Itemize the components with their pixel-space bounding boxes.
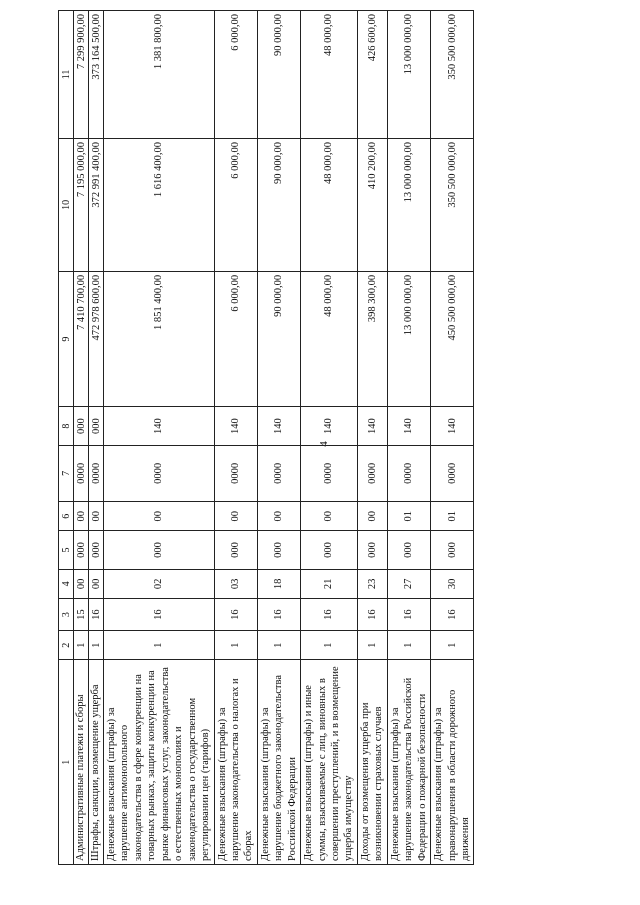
column-header-4: 4 [59, 569, 74, 598]
code-8: 140 [431, 407, 474, 445]
value-col-11: 1 381 800,00 [104, 11, 215, 139]
code-7: 0000 [89, 445, 104, 501]
code-4: 18 [257, 569, 300, 598]
table-row [74, 11, 89, 865]
value-col-10: 350 500 000,00 [431, 138, 474, 271]
value-col-10: 410 200,00 [357, 138, 387, 271]
column-header-2: 2 [59, 631, 74, 660]
code-6: 00 [257, 501, 300, 530]
value-col-10: 372 991 400,00 [89, 138, 104, 271]
header-row [59, 11, 74, 865]
code-4: 00 [89, 569, 104, 598]
code-3: 16 [387, 599, 430, 631]
code-7: 0000 [387, 445, 430, 501]
code-4: 02 [104, 569, 215, 598]
table-row [257, 11, 300, 865]
value-col-9: 7 410 700,00 [74, 271, 89, 407]
code-8: 140 [357, 407, 387, 445]
value-col-9: 90 000,00 [257, 271, 300, 407]
code-8: 140 [257, 407, 300, 445]
rotated-page-area [58, 10, 498, 865]
code-4: 30 [431, 569, 474, 598]
row-name: Денежные взыскания (штрафы) за нарушение бюджетного законодательства Российской Федерации [257, 660, 300, 865]
value-col-9: 13 000 000,00 [387, 271, 430, 407]
value-col-10: 6 000,00 [214, 138, 257, 271]
column-header-9: 9 [59, 271, 74, 407]
row-name: Денежные взыскания (штрафы) за нарушение законодательства Российской Федерации о пожарной безопасности [387, 660, 430, 865]
code-5: 000 [301, 531, 358, 569]
value-col-11: 426 600,00 [357, 11, 387, 139]
value-col-9: 398 300,00 [357, 271, 387, 407]
column-header-6: 6 [59, 501, 74, 530]
value-col-9: 450 500 000,00 [431, 271, 474, 407]
code-5: 000 [214, 531, 257, 569]
code-5: 000 [257, 531, 300, 569]
code-2: 1 [214, 631, 257, 660]
row-name: Штрафы, санкции, возмещение ущерба [89, 660, 104, 865]
code-2: 1 [257, 631, 300, 660]
column-header-1: 1 [59, 660, 74, 865]
value-col-9: 48 000,00 [301, 271, 358, 407]
code-2: 1 [431, 631, 474, 660]
row-name: Доходы от возмещения ущерба при возникновении страховых случаев [357, 660, 387, 865]
code-8: 140 [301, 407, 358, 445]
code-2: 1 [104, 631, 215, 660]
row-name: Денежные взыскания (штрафы) и иные суммы, взыскиваемые с лиц, виновных в совершении преступлений, и в возмещение ущерба имуществу [301, 660, 358, 865]
row-name: Административные платежи и сборы [74, 660, 89, 865]
code-5: 000 [74, 531, 89, 569]
table-row [89, 11, 104, 865]
code-5: 000 [357, 531, 387, 569]
value-col-9: 6 000,00 [214, 271, 257, 407]
code-4: 23 [357, 569, 387, 598]
table-row [301, 11, 358, 865]
code-4: 27 [387, 569, 430, 598]
table-row [104, 11, 215, 865]
column-header-5: 5 [59, 531, 74, 569]
code-7: 0000 [257, 445, 300, 501]
code-8: 140 [387, 407, 430, 445]
column-header-11: 11 [59, 11, 74, 139]
table-row [431, 11, 474, 865]
code-7: 0000 [214, 445, 257, 501]
code-7: 0000 [301, 445, 358, 501]
value-col-11: 6 000,00 [214, 11, 257, 139]
value-col-10: 90 000,00 [257, 138, 300, 271]
code-3: 16 [431, 599, 474, 631]
table-row [387, 11, 430, 865]
code-7: 0000 [357, 445, 387, 501]
code-6: 00 [104, 501, 215, 530]
code-5: 000 [431, 531, 474, 569]
value-col-10: 7 195 000,00 [74, 138, 89, 271]
code-3: 16 [89, 599, 104, 631]
code-6: 00 [89, 501, 104, 530]
code-7: 0000 [74, 445, 89, 501]
column-header-3: 3 [59, 599, 74, 631]
value-col-9: 472 978 600,00 [89, 271, 104, 407]
code-8: 000 [89, 407, 104, 445]
value-col-11: 90 000,00 [257, 11, 300, 139]
code-7: 0000 [431, 445, 474, 501]
value-col-11: 350 500 000,00 [431, 11, 474, 139]
code-6: 00 [214, 501, 257, 530]
code-2: 1 [387, 631, 430, 660]
code-3: 16 [104, 599, 215, 631]
table-row [214, 11, 257, 865]
value-col-10: 1 616 400,00 [104, 138, 215, 271]
code-6: 00 [357, 501, 387, 530]
code-5: 000 [89, 531, 104, 569]
row-name: Денежные взыскания (штрафы) за правонарушения в области дорожного движения [431, 660, 474, 865]
value-col-10: 48 000,00 [301, 138, 358, 271]
column-header-8: 8 [59, 407, 74, 445]
page-number: 4 [317, 441, 330, 447]
value-col-11: 373 164 500,00 [89, 11, 104, 139]
code-2: 1 [89, 631, 104, 660]
code-3: 16 [357, 599, 387, 631]
code-6: 00 [301, 501, 358, 530]
code-2: 1 [301, 631, 358, 660]
code-4: 03 [214, 569, 257, 598]
code-3: 16 [257, 599, 300, 631]
value-col-10: 13 000 000,00 [387, 138, 430, 271]
value-col-11: 7 299 900,00 [74, 11, 89, 139]
code-8: 140 [214, 407, 257, 445]
table-row [357, 11, 387, 865]
code-6: 01 [431, 501, 474, 530]
column-header-10: 10 [59, 138, 74, 271]
code-3: 16 [214, 599, 257, 631]
code-3: 16 [301, 599, 358, 631]
code-8: 140 [104, 407, 215, 445]
code-4: 00 [74, 569, 89, 598]
revenue-table [58, 10, 474, 865]
code-5: 000 [387, 531, 430, 569]
code-3: 15 [74, 599, 89, 631]
code-7: 0000 [104, 445, 215, 501]
value-col-9: 1 851 400,00 [104, 271, 215, 407]
code-8: 000 [74, 407, 89, 445]
row-name: Денежные взыскания (штрафы) за нарушение антимонопольного законодательства в сфере конкуренции на товарных рынках, защиты конкуренции на рынке финансовых услуг, законодательства о естественных монополиях и законодательства о государственном регулировании цен (тарифов) [104, 660, 215, 865]
code-6: 01 [387, 501, 430, 530]
code-5: 000 [104, 531, 215, 569]
code-6: 00 [74, 501, 89, 530]
row-name: Денежные взыскания (штрафы) за нарушение законодательства о налогах и сборах [214, 660, 257, 865]
value-col-11: 48 000,00 [301, 11, 358, 139]
code-2: 1 [74, 631, 89, 660]
code-4: 21 [301, 569, 358, 598]
table-container [58, 10, 498, 865]
code-2: 1 [357, 631, 387, 660]
value-col-11: 13 000 000,00 [387, 11, 430, 139]
column-header-7: 7 [59, 445, 74, 501]
